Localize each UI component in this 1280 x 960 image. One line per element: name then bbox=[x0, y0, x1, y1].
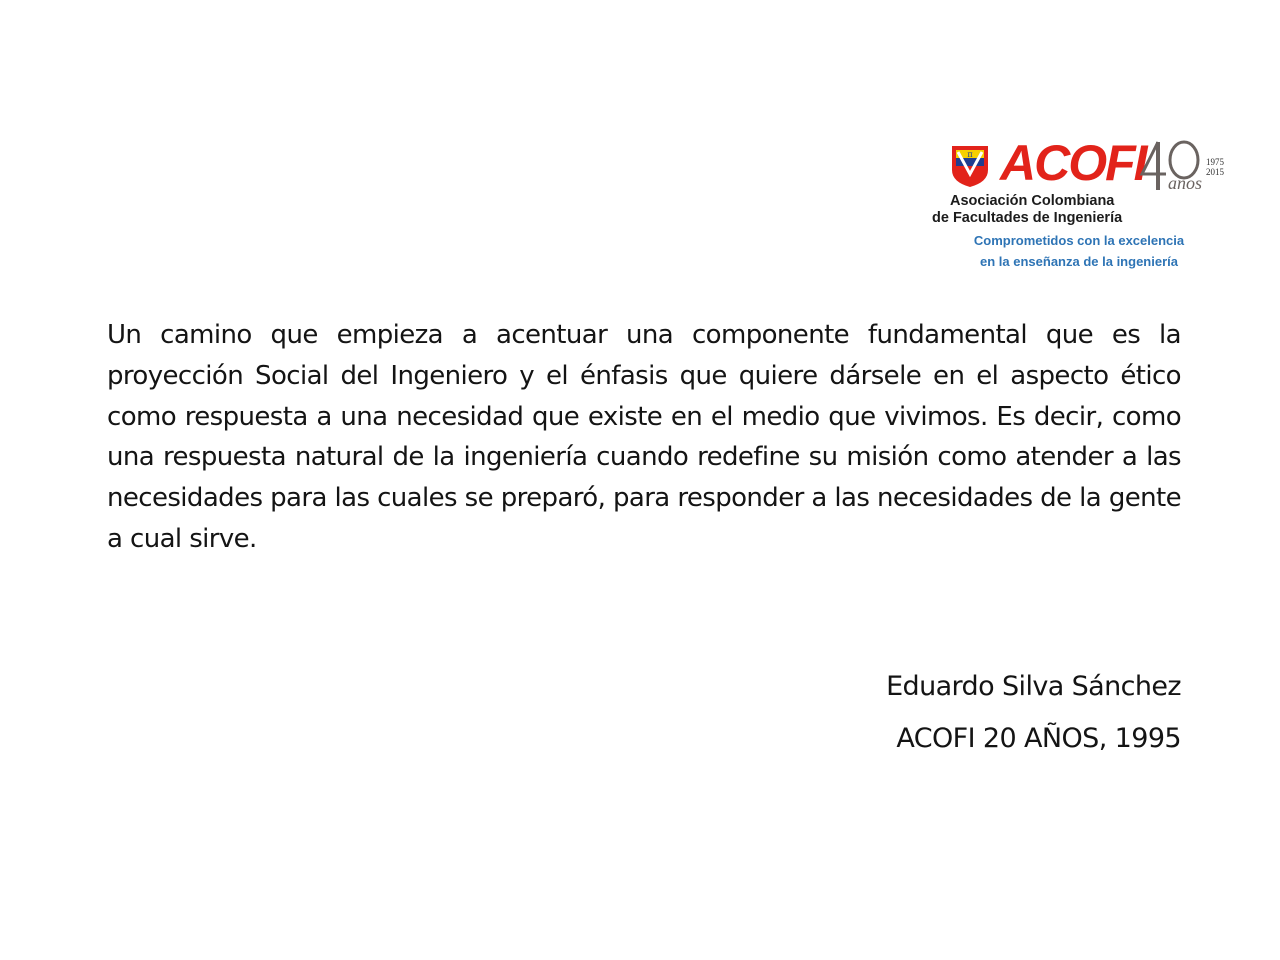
logo-wordmark: ACOFI bbox=[1000, 135, 1146, 191]
quote-source: ACOFI 20 AÑOS, 1995 bbox=[896, 723, 1181, 754]
logo-anos: años bbox=[1168, 173, 1203, 193]
quote-author: Eduardo Silva Sánchez bbox=[886, 671, 1181, 702]
year-start: 1975 bbox=[1206, 157, 1224, 167]
org-name bbox=[932, 193, 1212, 227]
year-end: 2015 bbox=[1206, 167, 1224, 177]
quote-text: Un camino que empieza a acentuar una componente fundamental que es la proyección Social del Ingeniero y el énfasis que quiere dársele en el aspecto ético como respuesta a una necesidad que existe en el medio que vivimos. Es decir, como una respuesta natural de la ingeniería cuando redefine su misión como atender a las necesidades para las cuales se preparó, para responder a las necesidades de la gente a cual sirve. bbox=[107, 320, 1181, 554]
tagline-line1: Comprometidos con la excelencia bbox=[973, 233, 1185, 248]
acofi-shield-icon bbox=[950, 144, 990, 188]
org-name-line1: Asociación Colombiana bbox=[950, 193, 1115, 209]
tagline bbox=[940, 230, 1218, 272]
tagline-line2: en la enseñanza de la ingeniería bbox=[980, 254, 1178, 269]
svg-text:π: π bbox=[967, 150, 973, 159]
logo-years bbox=[1206, 157, 1224, 177]
org-name-line2: de Facultades de Ingeniería bbox=[932, 210, 1123, 226]
